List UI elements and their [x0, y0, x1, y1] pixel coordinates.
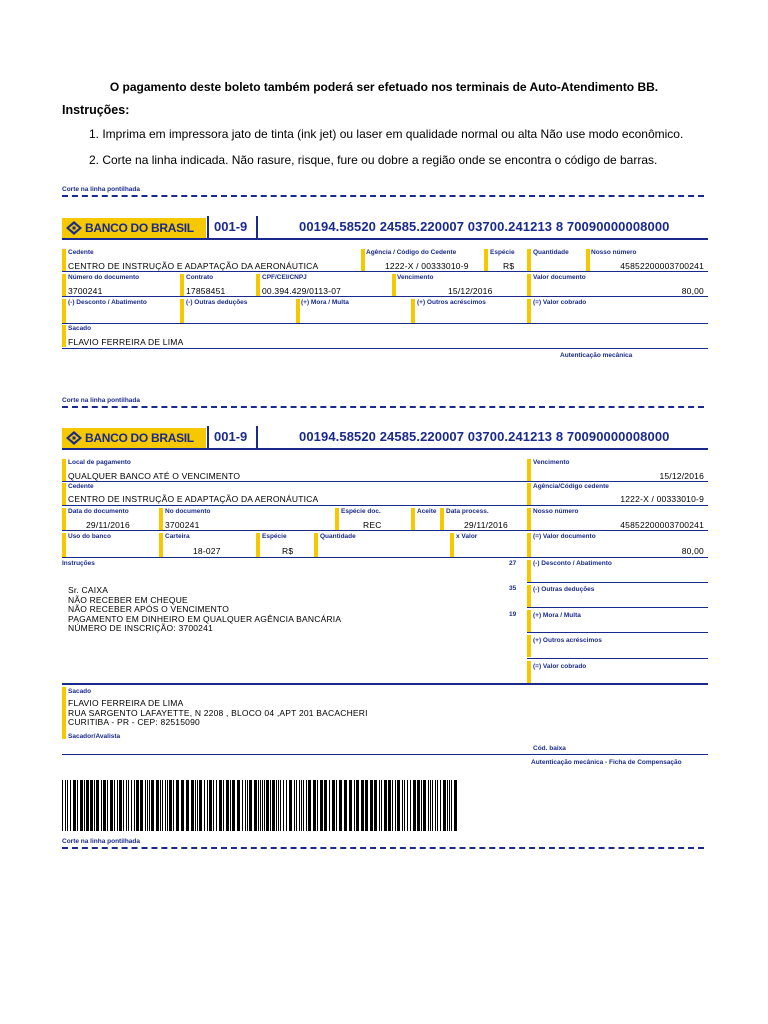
instrucao-line: PAGAMENTO EM DINHEIRO EM QUALQUER AGÊNCIA BANCÁRIA — [68, 613, 342, 624]
sacado-name: FLAVIO FERREIRA DE LIMA — [68, 698, 184, 708]
barcode-bar — [451, 780, 452, 831]
digitable-line: 00194.58520 24585.220007 03700.241213 8 70090000008000 — [299, 219, 670, 234]
barcode-bar — [299, 780, 300, 831]
carteira-label: Carteira — [165, 533, 190, 540]
barcode-bar — [94, 780, 95, 831]
valor-doc-value: 80,00 — [681, 546, 704, 556]
contrato-value: 17858451 — [186, 286, 226, 296]
local-pagamento-value: QUALQUER BANCO ATÉ O VENCIMENTO — [68, 471, 241, 481]
barcode-bar — [356, 780, 359, 831]
barcode-bar — [131, 780, 132, 831]
sacado-address: RUA SARGENTO LAFAYETTE, N 2208 , BLOCO 04 ,APT 201 BACACHERI — [68, 707, 368, 718]
instrucao-line: Sr. CAIXA — [68, 585, 109, 595]
instrucao-line: NÃO RECEBER EM CHEQUE — [68, 594, 188, 605]
cedente-value: CENTRO DE INSTRUÇÃO E ADAPTAÇÃO DA AERONÁUTICA — [68, 261, 319, 271]
barcode-bar — [381, 780, 382, 831]
barcode-bar — [73, 780, 76, 831]
cod-baixa-label: Cód. baixa — [533, 745, 566, 752]
bank-logo — [62, 428, 206, 448]
barcode-bar — [70, 780, 71, 831]
barcode-bar — [339, 780, 342, 831]
agencia-value: 1222-X / 00333010-9 — [385, 261, 469, 271]
barcode-bar — [388, 780, 391, 831]
cut-line — [62, 847, 704, 849]
barcode-bar — [365, 780, 368, 831]
barcode-bar — [404, 780, 405, 831]
cedente-value: CENTRO DE INSTRUÇÃO E ADAPTAÇÃO DA AERONÁUTICA — [68, 494, 319, 504]
barcode-bar — [169, 780, 172, 831]
mora-label: (+) Mora / Multa — [301, 299, 349, 306]
agencia-value: 1222-X / 00333010-9 — [620, 494, 704, 504]
barcode-bar — [213, 780, 214, 831]
bank-name: BANCO DO BRASIL — [85, 221, 194, 235]
barcode-bar — [374, 780, 377, 831]
barcode-bar — [176, 780, 179, 831]
cut-line-label: Corte na linha pontilhada — [62, 397, 141, 404]
cpf-value: 00.394.429/0113-07 — [262, 286, 342, 296]
instrucao-line: NÚMERO DE INSCRIÇÃO: 3700241 — [68, 623, 213, 633]
barcode-bar — [303, 780, 304, 831]
barcode-bar — [136, 780, 139, 831]
barcode-bar — [421, 780, 422, 831]
barcode-bar — [209, 780, 212, 831]
barcode-bar — [147, 780, 148, 831]
data-doc-value: 29/11/2016 — [86, 520, 130, 530]
instruction-2: 2. Corte na linha indicada. Não rasure, risque, fure ou dobre a região onde se encontra o código de barras. — [89, 153, 658, 167]
especie-label: Espécie — [490, 249, 515, 256]
data-doc-label: Data do documento — [68, 508, 129, 515]
desconto-label: (-) Desconto / Abatimento — [533, 560, 612, 567]
barcode-bar — [410, 780, 411, 831]
barcode-bar — [140, 780, 143, 831]
barcode-bar — [423, 780, 426, 831]
barcode-bar — [62, 780, 63, 831]
barcode-bar — [413, 780, 416, 831]
barcode-bar — [306, 780, 307, 831]
autenticacao-label: Autenticação mecânica — [560, 352, 633, 359]
autenticacao-ficha-label: Autenticação mecânica - Ficha de Compensação — [531, 759, 682, 766]
sacado-block — [68, 699, 368, 728]
barcode-bar — [110, 780, 113, 831]
instruction-1: 1. Imprima em impressora jato de tinta (ink jet) ou laser em qualidade normal ou alta Não use modo econômico. — [89, 127, 684, 141]
barcode-bar — [428, 780, 429, 831]
barcode-bar — [167, 780, 168, 831]
barcode-bar — [103, 780, 106, 831]
barcode-bar — [65, 780, 66, 831]
cut-line — [62, 406, 704, 408]
barcode-bar — [162, 780, 163, 831]
barcode — [62, 780, 458, 831]
barcode-bar — [437, 780, 438, 831]
barcode-bar — [392, 780, 393, 831]
barcode-bar — [86, 780, 89, 831]
barcode-bar — [134, 780, 135, 831]
barcode-bar — [207, 780, 208, 831]
barcode-bar — [128, 780, 129, 831]
barcode-bar — [296, 780, 297, 831]
cpf-label: CPF/CEI/CNPJ — [262, 274, 307, 281]
barcode-bar — [191, 780, 194, 831]
barcode-bar — [145, 780, 146, 831]
uso-banco-label: Uso do banco — [68, 533, 111, 540]
barcode-bar — [332, 780, 335, 831]
valor-cobrado-label: (=) Valor cobrado — [533, 663, 587, 670]
barcode-bar — [289, 780, 292, 831]
barcode-bar — [232, 780, 235, 831]
barcode-bar — [435, 780, 436, 831]
bank-code: 001-9 — [214, 429, 248, 444]
data-process-value: 29/11/2016 — [464, 520, 508, 530]
xvalor-label: x Valor — [456, 533, 478, 540]
barcode-bar — [84, 780, 85, 831]
barcode-bar — [395, 780, 396, 831]
nosso-numero-value: 45852200003700241 — [620, 261, 704, 271]
data-process-label: Data process. — [446, 508, 489, 515]
nosso-numero-label: Nosso número — [591, 249, 637, 256]
valor-doc-value: 80,00 — [681, 286, 704, 296]
barcode-bar — [397, 780, 400, 831]
nosso-numero-value: 45852200003700241 — [620, 520, 704, 530]
bank-name: BANCO DO BRASIL — [85, 431, 194, 445]
barcode-bar — [96, 780, 99, 831]
instrucoes-text — [68, 586, 341, 634]
barcode-bar — [195, 780, 196, 831]
barcode-bar — [407, 780, 408, 831]
barcode-bar — [119, 780, 122, 831]
barcode-bar — [294, 780, 295, 831]
numero-doc-value: 3700241 — [68, 286, 103, 296]
carteira-value: 18-027 — [193, 546, 221, 556]
barcode-bar — [126, 780, 127, 831]
barcode-bar — [160, 780, 161, 831]
barcode-bar — [219, 780, 222, 831]
barcode-bar — [77, 780, 78, 831]
barcode-bar — [156, 780, 159, 831]
sacado-city: CURITIBA - PR - CEP: 82515090 — [68, 717, 200, 727]
barcode-bar — [344, 780, 347, 831]
especie-label: Espécie — [262, 533, 287, 540]
desconto-label: (-) Desconto / Abatimento — [68, 299, 147, 306]
barcode-bar — [117, 780, 118, 831]
valor-cobrado-label: (=) Valor cobrado — [533, 299, 587, 306]
cedente-label: Cedente — [68, 249, 94, 256]
instrucao-line: NÃO RECEBER APÓS O VENCIMENTO — [68, 604, 230, 614]
instr-num: 35 — [509, 585, 517, 592]
quantidade-label: Quantidade — [320, 533, 356, 540]
barcode-bar — [278, 780, 279, 831]
barcode-bar — [280, 780, 281, 831]
barcode-bar — [260, 780, 261, 831]
especie-doc-label: Espécie doc. — [341, 508, 381, 515]
barcode-bar — [258, 780, 259, 831]
sacador-label: Sacador/Avalista — [68, 733, 121, 740]
outras-deducoes-label: (-) Outras deduções — [533, 586, 595, 593]
barcode-bar — [107, 780, 108, 831]
barcode-bar — [101, 780, 102, 831]
outros-acrescimos-label: (+) Outros acréscimos — [533, 637, 602, 644]
barcode-bar — [247, 780, 248, 831]
barcode-bar — [262, 780, 263, 831]
barcode-bar — [454, 780, 457, 831]
bb-logo-icon — [65, 220, 83, 236]
barcode-bar — [270, 780, 271, 831]
barcode-bar — [197, 780, 198, 831]
barcode-bar — [181, 780, 184, 831]
barcode-bar — [165, 780, 166, 831]
vencimento-label: Vencimento — [533, 459, 570, 466]
barcode-bar — [354, 780, 355, 831]
barcode-bar — [123, 780, 124, 831]
especie-doc-value: REC — [363, 520, 382, 530]
barcode-bar — [432, 780, 433, 831]
barcode-bar — [320, 780, 323, 831]
barcode-bar — [402, 780, 403, 831]
barcode-bar — [308, 780, 311, 831]
instrucoes-label: Instruções — [62, 560, 95, 567]
valor-doc-label: Valor documento — [533, 274, 586, 281]
barcode-bar — [317, 780, 318, 831]
digitable-line: 00194.58520 24585.220007 03700.241213 8 70090000008000 — [299, 429, 670, 444]
barcode-bar — [226, 780, 229, 831]
bank-code: 001-9 — [214, 219, 248, 234]
aceite-label: Aceite — [417, 508, 437, 515]
barcode-bar — [417, 780, 420, 831]
barcode-bar — [336, 780, 337, 831]
barcode-bar — [440, 780, 441, 831]
barcode-bar — [324, 780, 327, 831]
instr-num: 19 — [509, 611, 517, 618]
bank-logo — [62, 218, 206, 238]
barcode-bar — [349, 780, 352, 831]
barcode-bar — [272, 780, 275, 831]
cedente-label: Cedente — [68, 483, 94, 490]
barcode-bar — [242, 780, 243, 831]
barcode-bar — [245, 780, 246, 831]
barcode-bar — [447, 780, 448, 831]
barcode-bar — [90, 780, 93, 831]
barcode-bar — [313, 780, 316, 831]
barcode-bar — [266, 780, 269, 831]
barcode-bar — [361, 780, 364, 831]
sacado-label: Sacado — [68, 325, 92, 332]
sacado-value: FLAVIO FERREIRA DE LIMA — [68, 337, 184, 347]
numero-doc-label: Número do documento — [68, 274, 140, 281]
barcode-bar — [249, 780, 252, 831]
barcode-bar — [264, 780, 265, 831]
barcode-bar — [67, 780, 68, 831]
barcode-bar — [430, 780, 431, 831]
vencimento-value: 15/12/2016 — [448, 286, 493, 296]
outras-deducoes-label: (-) Outras deduções — [186, 299, 248, 306]
contrato-label: Contrato — [186, 274, 214, 281]
agencia-label: Agência/Código cedente — [533, 483, 609, 490]
cut-line — [62, 195, 704, 197]
agencia-label: Agência / Código do Cedente — [366, 249, 457, 256]
barcode-bar — [230, 780, 231, 831]
quantidade-label: Quantidade — [533, 249, 569, 256]
cut-line-label: Corte na linha pontilhada — [62, 838, 141, 845]
especie-value: R$ — [282, 546, 294, 556]
num-doc-label: No documento — [165, 508, 211, 515]
valor-doc-label: (=) Valor documento — [533, 533, 596, 540]
barcode-bar — [329, 780, 330, 831]
vencimento-value: 15/12/2016 — [659, 471, 704, 481]
instr-num: 27 — [509, 560, 517, 567]
especie-value: R$ — [503, 261, 515, 271]
sacado-label: Sacado — [68, 688, 92, 695]
barcode-bar — [204, 780, 205, 831]
barcode-bar — [149, 780, 150, 831]
barcode-bar — [199, 780, 202, 831]
barcode-bar — [186, 780, 189, 831]
nosso-numero-label: Nosso número — [533, 508, 579, 515]
outros-acrescimos-label: (+) Outros acréscimos — [417, 299, 486, 306]
barcode-bar — [370, 780, 373, 831]
barcode-bar — [384, 780, 387, 831]
barcode-bar — [216, 780, 217, 831]
barcode-bar — [223, 780, 224, 831]
barcode-bar — [379, 780, 380, 831]
local-pagamento-label: Local de pagamento — [68, 459, 131, 466]
barcode-bar — [114, 780, 115, 831]
instructions-title: Instruções: — [62, 103, 130, 117]
cut-line-label: Corte na linha pontilhada — [62, 186, 141, 193]
num-doc-value: 3700241 — [165, 520, 200, 530]
barcode-bar — [276, 780, 277, 831]
barcode-bar — [449, 780, 450, 831]
barcode-bar — [173, 780, 174, 831]
barcode-bar — [283, 780, 284, 831]
barcode-bar — [301, 780, 302, 831]
payment-notice: O pagamento deste boleto também poderá ser efetuado nos terminais de Auto-Atendimento BB. — [109, 80, 659, 94]
barcode-bar — [254, 780, 257, 831]
barcode-bar — [286, 780, 287, 831]
barcode-bar — [443, 780, 446, 831]
barcode-bar — [151, 780, 154, 831]
bb-logo-icon — [65, 430, 83, 446]
vencimento-label: Vencimento — [397, 274, 434, 281]
barcode-bar — [237, 780, 240, 831]
mora-label: (+) Mora / Multa — [533, 612, 581, 619]
barcode-bar — [80, 780, 83, 831]
